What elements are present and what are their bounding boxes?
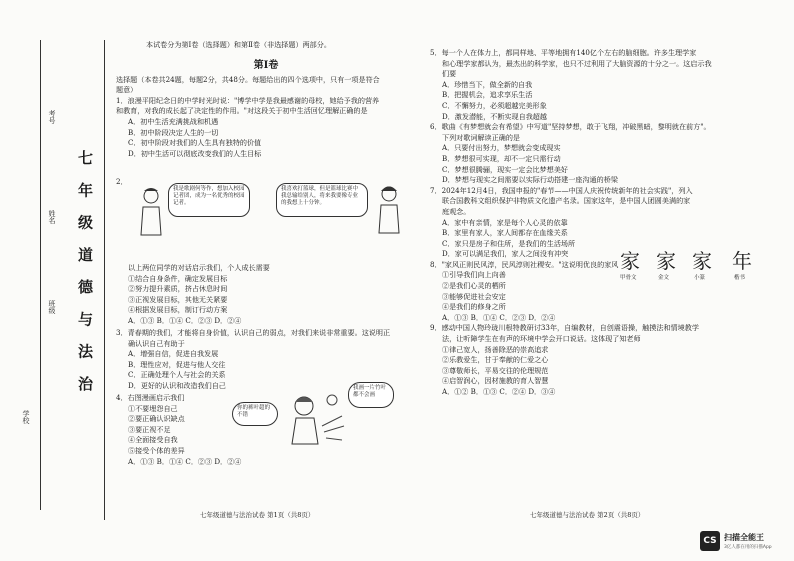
- q4-stem: 4．右图漫画启示我们: [116, 393, 185, 402]
- question-2-figure: [116, 177, 416, 257]
- q1-option: B．初中阶段决定人生的一切: [128, 127, 219, 137]
- question-2: [116, 263, 416, 327]
- instructions-cont: 题意）: [116, 85, 138, 95]
- q9-item: ③尊敬师长，平易交往的伦理规范: [442, 365, 549, 375]
- q1-stem: 1．浪漫平阳纪念日的中学时光时说："博学中学是我最感谢的母校，她给予我的营养: [116, 95, 380, 105]
- question-6: [430, 122, 760, 186]
- scanner-watermark: [700, 527, 794, 557]
- cartoon-figures-illustration: [282, 386, 348, 452]
- q9-stem: 法，让听障学生在有声的环境中学会开口说话。这体现了知老师: [442, 334, 641, 344]
- left-page: [116, 40, 416, 159]
- q5-option: A．珍惜当下，做全新的自我: [442, 79, 533, 89]
- q9-item: ①律己宽人，扬善除恶的崇高追求: [442, 344, 549, 354]
- q5-option: B．把握机会，追求享乐生活: [442, 90, 533, 100]
- caption-regular: 楷书: [734, 275, 746, 281]
- q8-item: ③能够促进社会安定: [442, 291, 506, 301]
- class-label: 班级: [48, 300, 57, 314]
- q4-item: ⑤接受个体的差异: [128, 445, 185, 455]
- glyph-seal: 家: [692, 249, 712, 273]
- q5-stem: 和心理学家都认为，最杰出的科学家，也只不过利用了大脑资源的十分之一。这启示我: [442, 58, 712, 68]
- q8-item: ②是我们心灵的栖所: [442, 281, 506, 291]
- glyph-oracle: 家: [620, 249, 640, 273]
- q3-option: D．更好的认识和改造我们自己: [128, 380, 226, 390]
- q4-item: ④全面接受自我: [128, 435, 178, 445]
- right-footer: 七年级道德与法治试卷 第2页（共8页）: [530, 511, 645, 519]
- glyph-regular: 年: [732, 249, 752, 273]
- binder-line: [40, 40, 41, 510]
- section-title: 第Ⅰ卷: [253, 59, 279, 71]
- q2-item: ③正视发展目标，其他无关紧要: [128, 294, 228, 304]
- caption-bronze: 金文: [658, 275, 670, 281]
- q2-number: 2．: [116, 177, 128, 186]
- q7-stem: 庭观念。: [442, 206, 471, 216]
- q3-option: C．正确处理个人与社会的关系: [128, 370, 226, 380]
- q5-option: D．激发潜能，不断实现自我超越: [442, 111, 547, 121]
- question-4-cartoon: [237, 380, 390, 455]
- name-label: 姓名: [48, 210, 57, 224]
- q7-stem: 联合国教科文组织保护非物质文化遗产名录。国家这年，是中国人团圆美满的家: [442, 196, 691, 206]
- q4-item: ①不要埋怨自己: [128, 403, 178, 413]
- instructions: 选择题（本卷共24题，每题2分，共48分。每题给出的四个选项中，只有一项是符合: [116, 74, 380, 84]
- q6-stem: 6．歌曲《有梦想就会有希望》中写道"坚持梦想，敢于飞翔，冲破黑暗，黎明就在前方"。: [430, 122, 711, 132]
- question-5: [430, 48, 760, 122]
- cartoon-bubble-left: 你的裤叶超的不错: [232, 402, 278, 426]
- left-footer: 七年级道德与法治试卷 第1页（共8页）: [200, 511, 315, 519]
- q9-stem: 9．感动中国人物玲珑川根特教研讨33年，自编教材，自创震语操，触摸法和情境教学: [430, 323, 699, 333]
- question-1: [116, 96, 416, 160]
- q6-stem: 下列对歌词解读正确的是: [442, 132, 521, 142]
- q2-item: ④根据发展目标，制订行动方案: [128, 305, 228, 315]
- character-evolution-figure: [620, 245, 770, 285]
- question-9: [430, 323, 760, 397]
- q9-item: ②乐教爱生，甘于奉献的仁爱之心: [442, 355, 549, 365]
- caption-seal: 小篆: [694, 275, 706, 281]
- scanner-name: 扫描全能王: [724, 533, 764, 542]
- right-page: [430, 48, 760, 398]
- q9-item: ④启智润心，因材施教的育人智慧: [442, 376, 549, 386]
- q2-item: ①结合自身条件，确定发展目标: [128, 273, 228, 283]
- q5-stem: 们要: [442, 69, 457, 79]
- q8-stem: 8．"家风正则民风淳，民风淳则社稷安。"这说明优良的家风: [430, 259, 619, 269]
- q6-option: B．梦想很可实现，却不一定只需行动: [442, 153, 561, 163]
- q1-option: A．初中生活充满挑战和机遇: [128, 116, 219, 126]
- exam-no-label: 考号: [48, 110, 57, 124]
- q2-options: A．①③ B．①④ C．②③ D．②④: [128, 315, 242, 325]
- speech-bubble-right: 我喜欢打篮球，但是篮球比赛中我总输给别人，将来我要像专业的我想上十分钟。: [276, 183, 368, 217]
- student-left-illustration: [136, 187, 166, 237]
- q4-item: ②要正确认识缺点: [128, 414, 185, 424]
- school-label: 学校: [22, 410, 31, 424]
- q5-option: C．不懈努力，必须超越完美形象: [442, 100, 547, 110]
- paper-intro: 本试卷分为第Ⅰ卷（选择题）和第Ⅱ卷（非选择题）两部分。: [146, 40, 331, 49]
- binder-line: [104, 40, 105, 520]
- grade-subject-title: 七 年 级 道 德 与 法 治: [76, 150, 94, 397]
- scanner-logo-icon: CS: [700, 531, 720, 551]
- q5-stem: 5．每一个人在体力上，都同样地、平等地拥有140亿个左右的脑细胞。许多生理学家: [430, 48, 697, 57]
- q7-option: D．家可以满足我们，家人之间没有冲突: [442, 249, 569, 259]
- q2-stem: 以上两位同学的对话启示我们，个人成长需要: [128, 263, 270, 272]
- q1-stem: 和教育，对我的成长起了决定性的作用。"对这段关于初中生活回忆理解正确的是: [116, 106, 368, 116]
- q7-option: C．家只是房子和住所，是我们的生活场所: [442, 238, 576, 248]
- q9-options: A．①② B．①③ C．②④ D．③④: [442, 387, 556, 396]
- speech-bubble-left: 我是歌剧何等作，想加入校园记者团，成为一名优秀的校园记者。: [168, 183, 250, 217]
- q8-options: A．①③ B．①④ C．②③ D．②④: [442, 312, 556, 322]
- scanner-tagline: 3亿人都在用的扫描App: [724, 545, 772, 550]
- q7-option: A．家中有亲情，家是每个人心灵的依靠: [442, 217, 568, 227]
- q7-stem: 7．2024年12月4日，我国申报的"春节——中国人庆祝传统新年的社会实践"，列入: [430, 185, 693, 195]
- q6-option: C．梦想很腾骊，现实一定会比梦想美好: [442, 164, 569, 174]
- caption-oracle: 甲骨文: [620, 275, 637, 281]
- q3-option: A．增强自信，促进自我发展: [128, 349, 219, 359]
- q6-option: D．梦想与现实之间需要以实际行动搭建一座沟通的桥梁: [442, 175, 618, 185]
- q3-option: B．理性应对，促进与他人交往: [128, 359, 226, 369]
- student-right-illustration: [374, 185, 404, 235]
- q7-option: B．家里有家人，家人间都存在血缘关系: [442, 228, 568, 238]
- q4-options: A．①③ B．①④ C．②③ D．②④: [128, 456, 242, 466]
- q1-option: C．初中阶段对我们的人生具有独特的价值: [128, 138, 262, 148]
- q4-item: ③要正视不足: [128, 424, 171, 434]
- q6-option: A．只要付出努力，梦想就会变成现实: [442, 143, 561, 153]
- q8-item: ①引导我们向上向善: [442, 270, 506, 280]
- q8-item: ④是我们的修身之所: [442, 302, 506, 312]
- glyph-bronze: 家: [656, 249, 676, 273]
- q3-stem: 确认识自己有助于: [128, 338, 185, 348]
- q2-item: ②努力提升素质，挤占休息时间: [128, 284, 228, 294]
- q1-option: D．初中生活可以彻底改变我们的人生目标: [128, 148, 262, 158]
- q3-stem: 3．青春期的我们，才能将自身价值，认识自己的弱点，对我们来说非常重要。这说明正: [116, 328, 391, 337]
- cartoon-bubble-right: 我画一片竹叶都不会画: [348, 382, 394, 408]
